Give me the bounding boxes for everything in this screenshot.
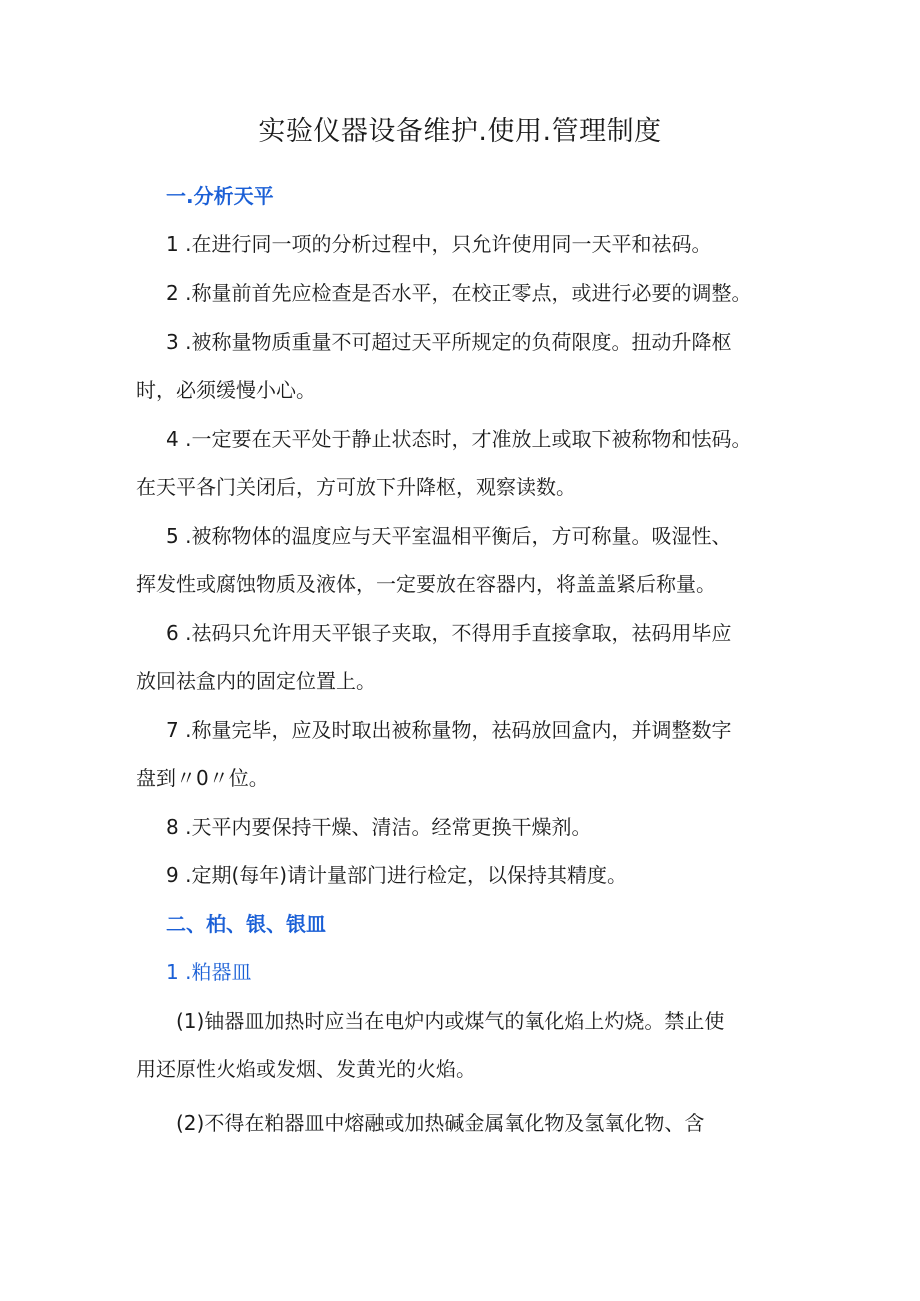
platinum-rule-1-line-1: (1)铀器皿加热时应当在电炉内或煤气的氧化焰上灼烧。禁止使 — [176, 1009, 725, 1033]
platinum-rule-2-line-1: (2)不得在粕器皿中熔融或加热碱金属氧化物及氢氧化物、含 — [176, 1111, 705, 1135]
subsection-heading-platinum-ware: 1 .粕器皿 — [166, 960, 252, 984]
rule-8-line-1: 8 .天平内要保持干燥、清洁。经常更换干燥剂。 — [166, 815, 592, 839]
rule-7-line-2: 盘到〃0〃位。 — [136, 766, 269, 790]
rule-4-line-1: 4 .一定要在天平处于静止状态时，才准放上或取下被称物和怯码。 — [166, 427, 752, 451]
rule-6-line-1: 6 .祛码只允许用天平银子夹取，不得用手直接拿取，祛码用毕应 — [166, 621, 732, 645]
rule-3-line-1: 3 .被称量物质重量不可超过天平所规定的负荷限度。扭动升降枢 — [166, 330, 732, 354]
platinum-rule-1-line-2: 用还原性火焰或发烟、发黄光的火焰。 — [136, 1057, 476, 1081]
rule-2-line-1: 2 .称量前首先应检查是否水平，在校正零点，或进行必要的调整。 — [166, 281, 752, 305]
rule-7-line-1: 7 .称量完毕，应及时取出被称量物，祛码放回盒内，并调整数字 — [166, 718, 732, 742]
rule-1-line-1: 1 .在进行同一项的分析过程中，只允许使用同一天平和祛码。 — [166, 232, 712, 256]
section-heading-analytical-balance: 一.分析天平 — [166, 184, 274, 208]
rule-3-line-2: 时，必须缓慢小心。 — [136, 378, 316, 402]
rule-9-line-1: 9 .定期(每年)请计量部门进行检定，以保持其精度。 — [166, 863, 628, 887]
rule-6-line-2: 放回祛盒内的固定位置上。 — [136, 669, 376, 693]
rule-4-line-2: 在天平各门关闭后，方可放下升降枢，观察读数。 — [136, 475, 576, 499]
section-heading-crucibles: 二、柏、银、银皿 — [166, 912, 326, 936]
document-title: 实验仪器设备维护.使用.管理制度 — [258, 116, 662, 147]
rule-5-line-1: 5 .被称物体的温度应与天平室温相平衡后，方可称量。吸湿性、 — [166, 524, 732, 548]
rule-5-line-2: 挥发性或腐蚀物质及液体，一定要放在容器内，将盖盖紧后称量。 — [136, 572, 716, 596]
